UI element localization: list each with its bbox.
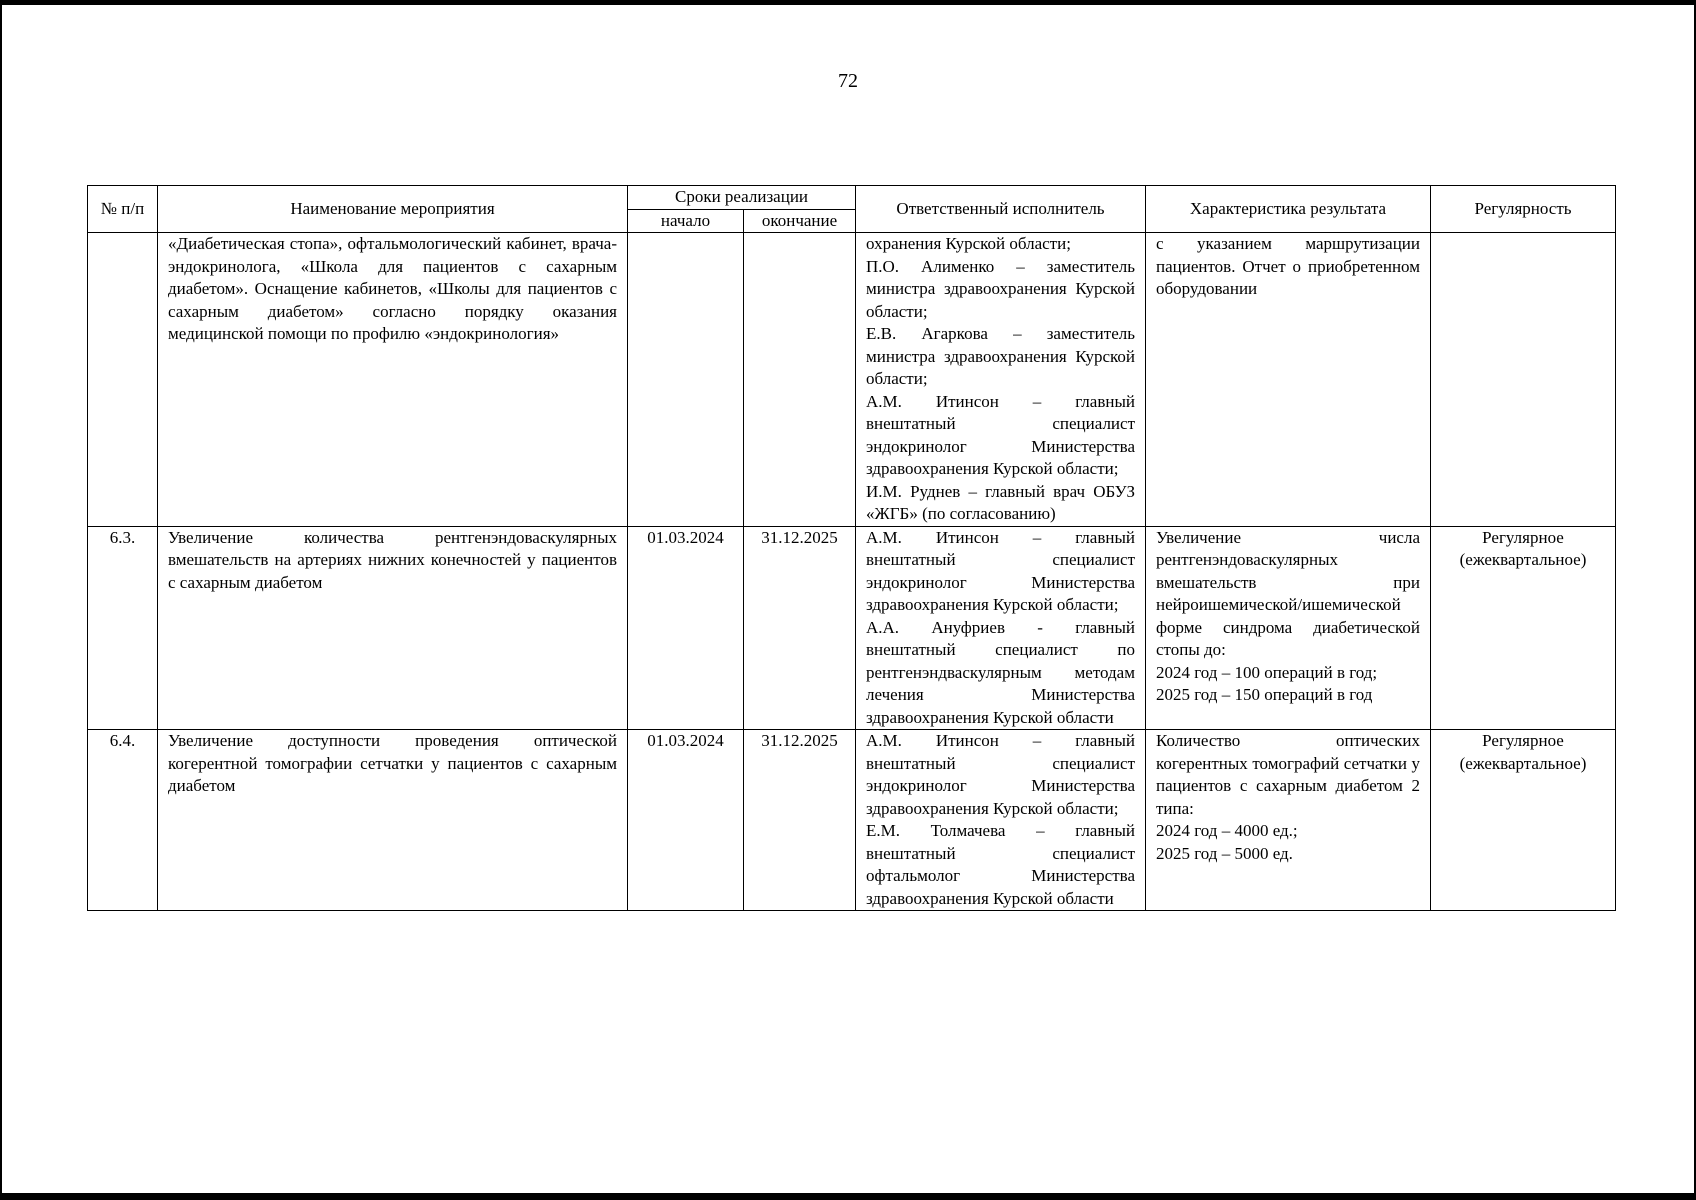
table-row xyxy=(88,233,1616,527)
result-line: 2025 год – 5000 ед. xyxy=(1156,843,1293,863)
responsible-line: И.М. Руднев – главный врач ОБУЗ «ЖГБ» (по согласованию) xyxy=(866,481,1135,523)
header-num: № п/п xyxy=(88,186,158,233)
responsible-line: А.М. Итинсон – главный внештатный специалист эндокринолог Министерства здравоохранения Курской области; xyxy=(866,391,1135,478)
header-end: окончание xyxy=(744,209,856,233)
header-result: Характеристика результата xyxy=(1146,186,1431,233)
row-responsible xyxy=(856,730,1146,911)
row-regularity: Регулярное (ежеквартальное) xyxy=(1431,730,1616,911)
scan-border-top xyxy=(0,0,1696,5)
responsible-line: А.М. Итинсон – главный внештатный специалист эндокринолог Министерства здравоохранения Курской области; xyxy=(866,731,1135,818)
responsible-line: Е.М. Толмачева – главный внештатный специалист офтальмолог Министерства здравоохранения Курской области xyxy=(866,821,1135,908)
result-line: 2024 год – 4000 ед.; xyxy=(1156,821,1298,840)
row-result xyxy=(1146,233,1431,527)
header-name: Наименование мероприятия xyxy=(158,186,628,233)
responsible-line: А.А. Ануфриев - главный внештатный специалист по рентгенэндваскулярным методам лечения Министерства здравоохранения Курской области xyxy=(866,617,1135,727)
row-num: 6.4. xyxy=(88,730,158,911)
row-regularity xyxy=(1431,233,1616,527)
result-line: с указанием маршрутизации пациентов. Отчет о приобретенном оборудовании xyxy=(1156,234,1420,298)
row-start: 01.03.2024 xyxy=(628,526,744,730)
result-line: 2024 год – 100 операций в год; xyxy=(1156,662,1378,682)
result-line: 2025 год – 150 операций в год xyxy=(1156,685,1373,704)
row-start xyxy=(628,233,744,527)
page-number: 72 xyxy=(838,70,858,92)
row-num xyxy=(88,233,158,527)
responsible-line: охранения Курской области; xyxy=(866,234,1071,253)
row-result xyxy=(1146,730,1431,911)
header-start: начало xyxy=(628,209,744,233)
table-header xyxy=(88,186,1616,233)
table-row xyxy=(88,730,1616,911)
row-end: 31.12.2025 xyxy=(744,730,856,911)
responsible-line: П.О. Алименко – заместитель министра здравоохранения Курской области; xyxy=(866,256,1135,321)
row-responsible xyxy=(856,526,1146,730)
scan-border-left xyxy=(0,0,2,1200)
result-line: Количество оптических когерентных томографий сетчатки у пациентов с сахарным диабетом 2 типа: xyxy=(1156,731,1420,818)
responsible-line: А.М. Итинсон – главный внештатный специалист эндокринолог Министерства здравоохранения Курской области; xyxy=(866,527,1135,614)
header-regularity: Регулярность xyxy=(1431,186,1616,233)
header-responsible: Ответственный исполнитель xyxy=(856,186,1146,233)
row-result xyxy=(1146,526,1431,730)
row-end xyxy=(744,233,856,527)
row-name: Увеличение количества рентгенэндоваскулярных вмешательств на артериях нижних конечностей у пациентов с сахарным диабетом xyxy=(158,526,628,730)
row-name: Увеличение доступности проведения оптической когерентной томографии сетчатки у пациентов с сахарным диабетом xyxy=(158,730,628,911)
responsible-line: Е.В. Агаркова – заместитель министра здравоохранения Курской области; xyxy=(866,324,1135,388)
header-terms: Сроки реализации xyxy=(628,186,856,210)
row-responsible xyxy=(856,233,1146,527)
result-line: Увеличение числа рентгенэндоваскулярных вмешательств при нейроишемической/ишемической форме синдрома диабетической стопы до: xyxy=(1156,527,1420,659)
row-regularity: Регулярное (ежеквартальное) xyxy=(1431,526,1616,730)
activities-table xyxy=(87,185,1616,911)
scan-border-bottom xyxy=(0,1193,1696,1200)
table-row xyxy=(88,526,1616,730)
row-name: «Диабетическая стопа», офтальмологический кабинет, врача-эндокринолога, «Школа для пациентов с сахарным диабетом». Оснащение кабинетов, «Школы для пациентов с сахарным диабетом» согласно порядку оказания медицинской помощи по профилю «эндокринология» xyxy=(158,233,628,527)
row-num: 6.3. xyxy=(88,526,158,730)
row-start: 01.03.2024 xyxy=(628,730,744,911)
row-end: 31.12.2025 xyxy=(744,526,856,730)
